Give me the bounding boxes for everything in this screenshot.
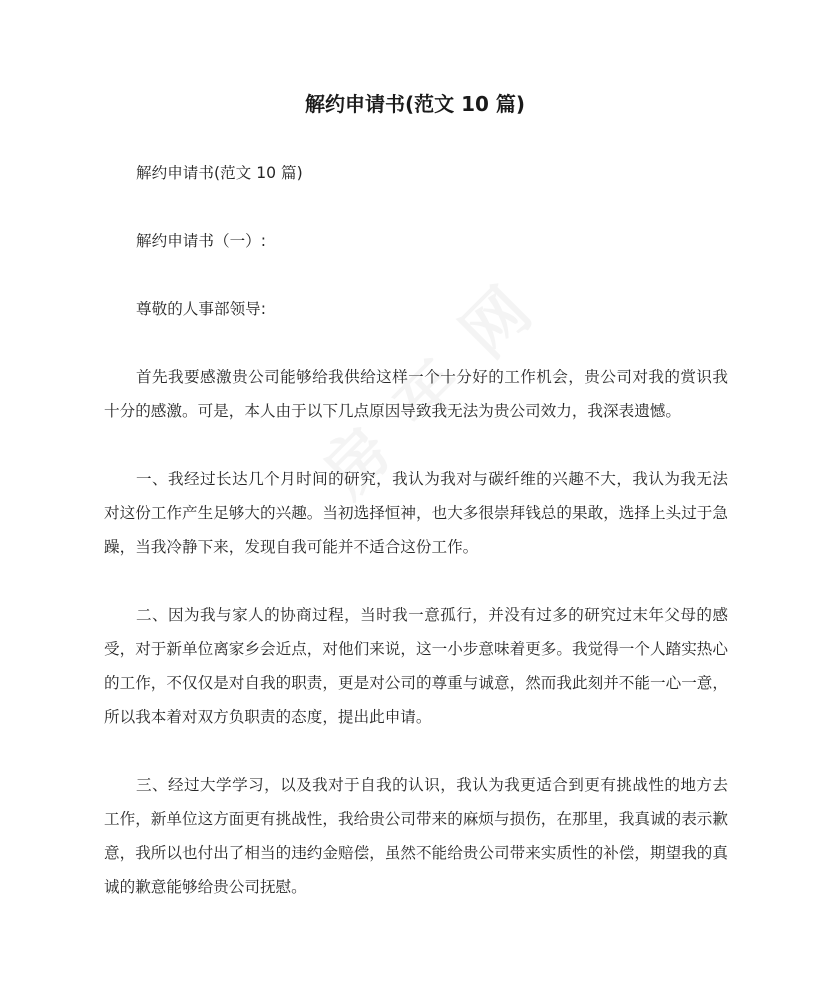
salutation-paragraph: 尊敬的人事部领导: xyxy=(136,300,267,318)
reason-two-paragraph: 二、因为我与家人的协商过程，当时我一意孤行，并没有过多的研究过末年父母的感受，对于新单位离家乡会近点，对他们来说，这一小步意味着更多。我觉得一个人踏实热心的工作，不仅仅是对自我的职责，更是对公司的尊重与诚意，然而我此刻并不能一心一意，所以我本着对双方负职责的态度，提出此申请。 xyxy=(104,606,728,726)
reason-one-paragraph: 一、我经过长达几个月时间的研究，我认为我对与碳纤维的兴趣不大，我认为我无法对这份工作产生足够大的兴趣。当初选择恒神，也大多很崇拜钱总的果敢，选择上头过于急躁，当我冷静下来，发现自我可能并不适合这份工作。 xyxy=(104,470,728,556)
document-body xyxy=(104,156,728,938)
document-title: 解约申请书(范文 10 篇) xyxy=(304,92,526,116)
reason-three-paragraph: 三、经过大学学习，以及我对于自我的认识，我认为我更适合到更有挑战性的地方去工作，新单位这方面更有挑战性，我给贵公司带来的麻烦与损伤，在那里，我真诚的表示歉意，我所以也付出了相当的违约金赔偿，虽然不能给贵公司带来实质性的补偿，期望我的真诚的歉意能够给贵公司抚慰。 xyxy=(104,776,728,896)
intro-paragraph: 首先我要感激贵公司能够给我供给这样一个十分好的工作机会，贵公司对我的赏识我十分的感激。可是，本人由于以下几点原因导致我无法为贵公司效力，我深表遗憾。 xyxy=(104,368,728,420)
section-heading-paragraph: 解约申请书（一）: xyxy=(136,232,267,250)
subtitle-paragraph: 解约申请书(范文 10 篇) xyxy=(136,164,303,182)
